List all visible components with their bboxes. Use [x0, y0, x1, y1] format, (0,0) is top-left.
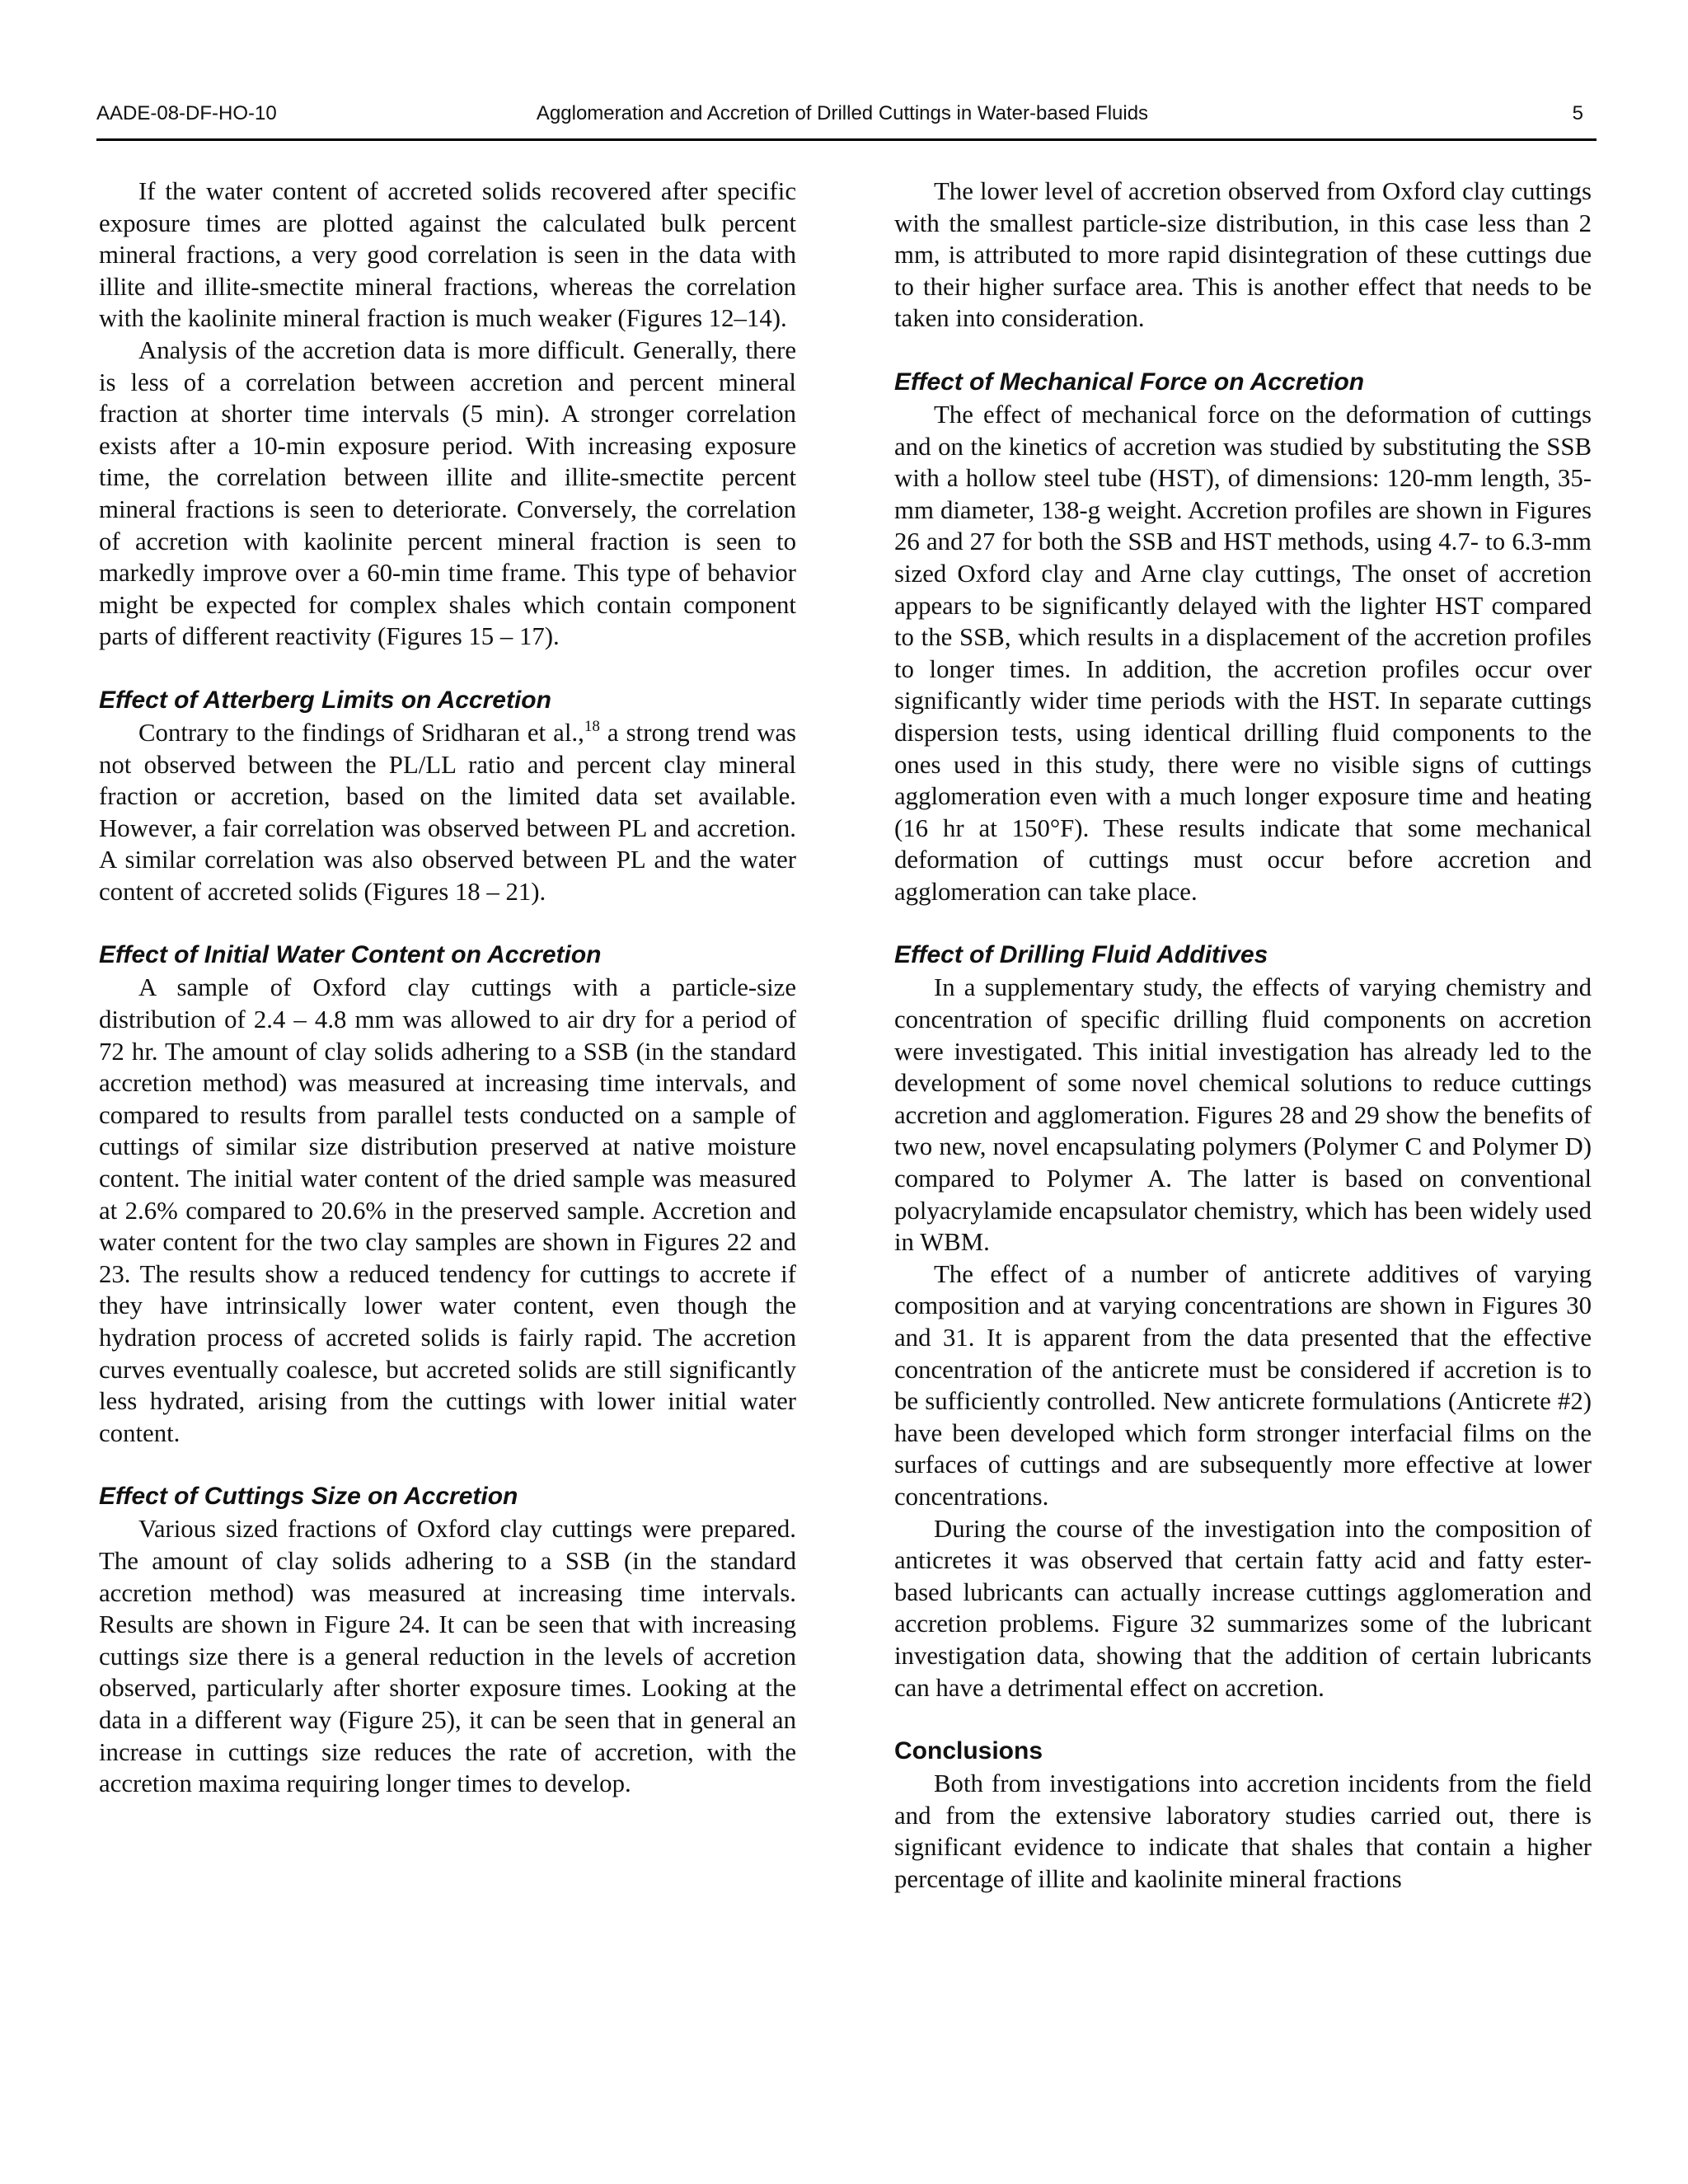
paragraph-lubricants: During the course of the investigation into the composition of anticretes it was observed that certain fatty acid and fatty ester-based lubricants can actually increase cuttings agglomeration and accretion problems. Figure 32 summarizes some of the lubricant investigation data, showing that the addition of certain lubricants can have a detrimental effect on accretion.	[894, 1514, 1592, 1702]
paragraph-smallest-particle-size: The lower level of accretion observed from Oxford clay cuttings with the smallest particle-size distribution, in this case less than 2 mm, is attributed to more rapid disintegration of these cuttings due to their higher surface area. This is another effect that needs to be taken into consideration.	[894, 177, 1592, 333]
heading-drilling-fluid-additives: Effect of Drilling Fluid Additives	[894, 941, 1268, 969]
heading-conclusions: Conclusions	[894, 1737, 1043, 1765]
paragraph-accretion-analysis: Analysis of the accretion data is more difficult. Generally, there is less of a correlation between accretion and percent mineral fraction at shorter time intervals (5 min). A stronger correlation exists after a 10-min exposure period. With increasing exposure time, the correlation between illite and illite-smectite percent mineral fractions is seen to deteriorate. Conversely, the correlation of accretion with kaolinite percent mineral fraction is seen to markedly improve over a 60-min time frame. This type of behavior might be expected for complex shales which contain component parts of different reactivity (Figures 15 – 17).	[99, 335, 796, 651]
paragraph-atterberg-limits	[99, 717, 796, 908]
paragraph-initial-water-content: A sample of Oxford clay cuttings with a particle-size distribution of 2.4 – 4.8 mm was allowed to air dry for a period of 72 hr. The amount of clay solids adhering to a SSB (in the standard accretion method) was measured at increasing time intervals, and compared to results from parallel tests conducted on a sample of cuttings of similar size distribution preserved at native moisture content. The initial water content of the dried sample was measured at 2.6% compared to 20.6% in the preserved sample. Accretion and water content for the two clay samples are shown in Figures 22 and 23. The results show a reduced tendency for cuttings to accrete if they have intrinsically lower water content, even though the hydration process of accreted solids is fairly rapid. The accretion curves eventually coalesce, but accreted solids are still significantly less hydrated, arising from the cuttings with lower initial water content.	[99, 973, 796, 1447]
document-id: AADE-08-DF-HO-10	[96, 102, 277, 124]
paragraph-water-content-correlation: If the water content of accreted solids recovered after specific exposure times are plotted against the calculated bulk percent mineral fractions, a very good correlation is seen in the data with illite and illite-smectite mineral fractions, whereas the correlation with the kaolinite mineral fraction is much weaker (Figures 12–14).	[99, 177, 796, 333]
paragraph-conclusions: Both from investigations into accretion incidents from the field and from the extensive laboratory studies carried out, there is significant evidence to indicate that shales that contain a higher percentage of illite and kaolinite mineral fractions	[894, 1769, 1592, 1893]
paragraph-anticrete-additives: The effect of a number of anticrete additives of varying composition and at varying concentrations are shown in Figures 30 and 31. It is apparent from the data presented that the effective concentration of the anticrete must be considered if accretion is to be sufficiently controlled. New anticrete formulations (Anticrete #2) have been developed which form stronger interfacial films on the surfaces of cuttings and are subsequently more effective at lower concentrations.	[894, 1259, 1592, 1511]
heading-mechanical-force: Effect of Mechanical Force on Accretion	[894, 368, 1365, 396]
paragraph-supplementary-study: In a supplementary study, the effects of varying chemistry and concentration of specific drilling fluid components on accretion were investigated. This initial investigation has already led to the development of some novel chemical solutions to reduce cuttings accretion and agglomeration. Figures 28 and 29 show the benefits of two new, novel encapsulating polymers (Polymer C and Polymer D) compared to Polymer A. The latter is based on conventional polyacrylamide encapsulator chemistry, which has been widely used in WBM.	[894, 973, 1592, 1257]
header-rule	[96, 138, 1597, 141]
running-title: Agglomeration and Accretion of Drilled Cuttings in Water-based Fluids	[536, 102, 1149, 124]
atterberg-text-end: a strong trend was not observed between the PL/LL ratio and percent clay mineral fraction or accretion, based on the limited data set available. However, a fair correlation was observed between PL and accretion. A similar correlation was also observed between PL and the water content of accreted solids (Figures 18 – 21).	[99, 718, 796, 906]
paragraph-mechanical-force: The effect of mechanical force on the deformation of cuttings and on the kinetics of accretion was studied by substituting the SSB with a hollow steel tube (HST), of dimensions: 120-mm length, 35-mm diameter, 138-g weight. Accretion profiles are shown in Figures 26 and 27 for both the SSB and HST methods, using 4.7- to 6.3-mm sized Oxford clay and Arne clay cuttings, The onset of accretion appears to be significantly delayed with the lighter HST compared to the SSB, which results in a displacement of the accretion profiles to longer times. In addition, the accretion profiles occur over significantly wider time periods with the HST. In separate cuttings dispersion tests, using identical drilling fluid components to the ones used in this study, there were no visible signs of cuttings agglomeration even with a much longer exposure time and heating (16 hr at 150°F). These results indicate that some mechanical deformation of cuttings must occur before accretion and agglomeration can take place.	[894, 400, 1592, 906]
atterberg-text-start: Contrary to the findings of Sridharan et al.,	[138, 718, 584, 747]
reference-superscript: 18	[584, 717, 600, 735]
paragraph-cuttings-size: Various sized fractions of Oxford clay cuttings were prepared. The amount of clay solids adhering to a SSB (in the standard accretion method) was measured at increasing time intervals. Results are shown in Figure 24. It can be seen that with increasing cuttings size there is a general reduction in the levels of accretion observed, particularly after shorter exposure times. Looking at the data in a different way (Figure 25), it can be seen that in general an increase in cuttings size reduces the rate of accretion, with the accretion maxima requiring longer times to develop.	[99, 1515, 796, 1798]
heading-atterberg-limits: Effect of Atterberg Limits on Accretion	[99, 686, 551, 714]
right-column	[894, 176, 1592, 1896]
page-header	[96, 97, 1588, 130]
heading-initial-water-content: Effect of Initial Water Content on Accretion	[99, 941, 602, 969]
heading-cuttings-size: Effect of Cuttings Size on Accretion	[99, 1483, 518, 1511]
left-column	[99, 176, 796, 1800]
page-number: 5	[1572, 102, 1583, 124]
